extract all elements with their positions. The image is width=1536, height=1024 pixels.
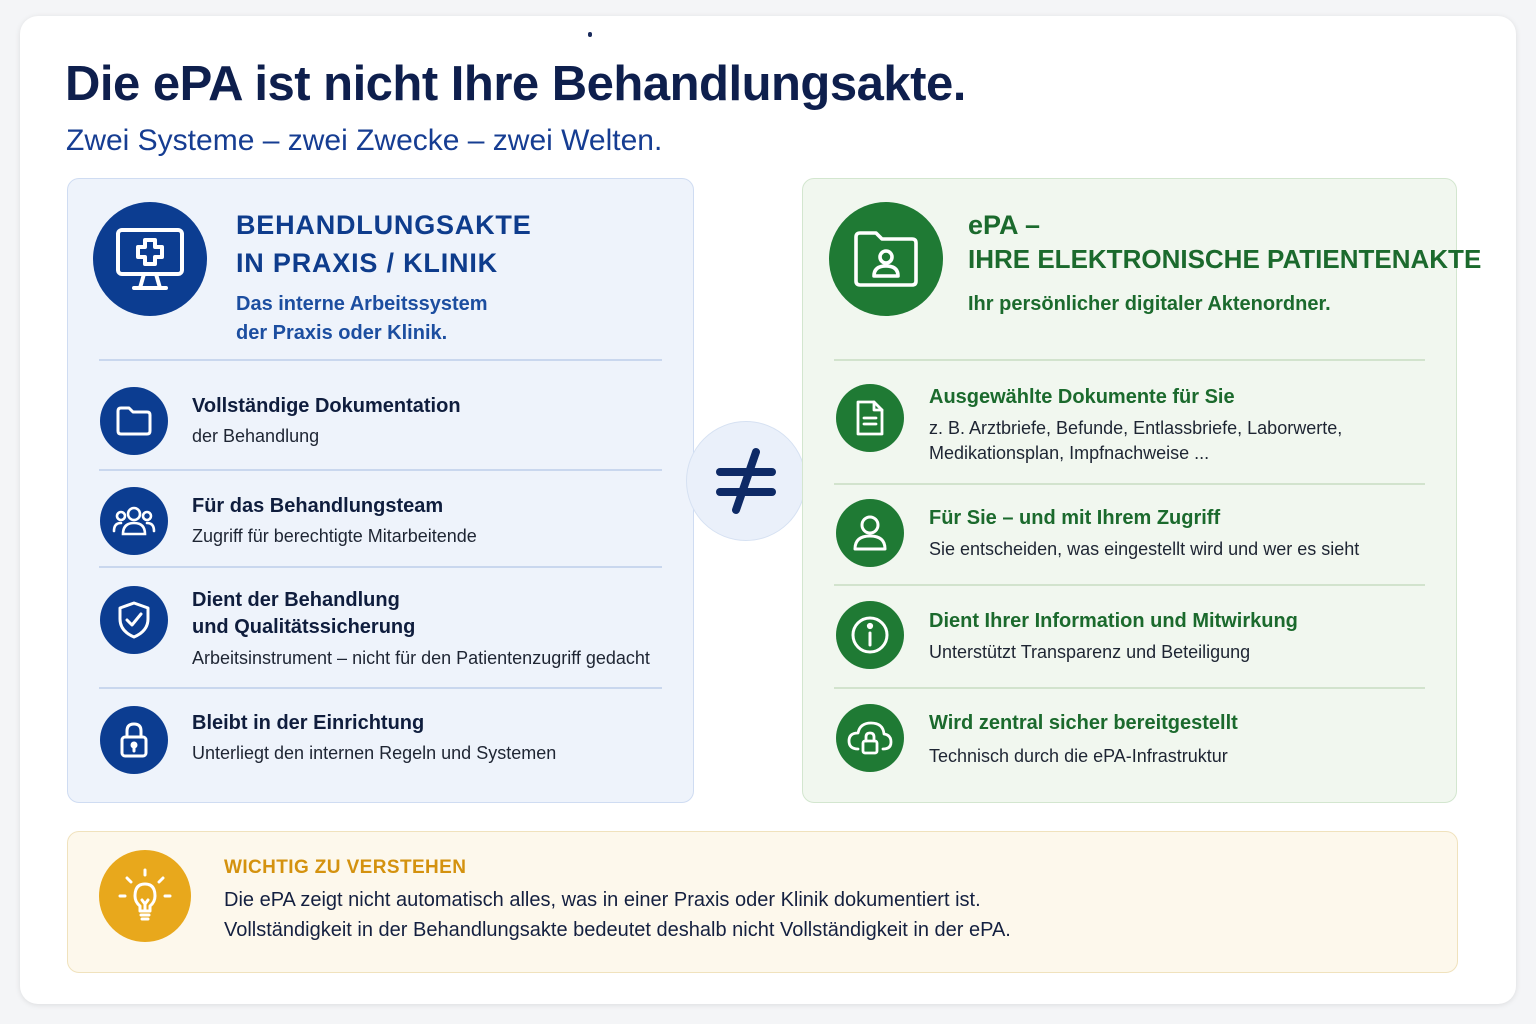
left-item-1-title: Vollständige Dokumentation xyxy=(192,395,461,417)
divider xyxy=(834,584,1425,586)
right-item-2-text: Sie entscheiden, was eingestellt wird und wer es sieht xyxy=(929,539,1360,559)
divider xyxy=(99,469,662,471)
left-panel-title: BEHANDLUNGSAKTE IN PRAXIS / KLINIK xyxy=(236,210,532,278)
document-icon xyxy=(836,384,904,452)
right-item-4-text: Technisch durch die ePA-Infrastruktur xyxy=(929,746,1228,766)
right-item-1-title: Ausgewählte Dokumente für Sie xyxy=(929,386,1235,408)
decorative-dot xyxy=(588,32,592,37)
team-icon xyxy=(100,487,168,555)
shield-check-icon xyxy=(100,586,168,654)
page-title: Die ePA ist nicht Ihre Behandlungsakte. xyxy=(65,57,966,111)
divider xyxy=(834,359,1425,361)
page-subtitle: Zwei Systeme – zwei Zwecke – zwei Welten. xyxy=(66,124,663,157)
divider xyxy=(99,566,662,568)
not-equal-badge xyxy=(686,421,806,541)
folder-icon xyxy=(100,387,168,455)
lightbulb-icon xyxy=(99,850,191,942)
left-item-4-text: Unterliegt den internen Regeln und Systemen xyxy=(192,743,557,763)
cloud-lock-icon xyxy=(836,704,904,772)
right-item-3-text: Unterstützt Transparenz und Beteiligung xyxy=(929,642,1251,662)
note-title: WICHTIG ZU VERSTEHEN xyxy=(224,857,467,878)
note-line-2: Vollständigkeit in der Behandlungsakte bedeutet deshalb nicht Vollständigkeit in der ePA. xyxy=(224,919,1011,941)
monitor-medical-cross-icon xyxy=(93,202,207,316)
right-panel-title-1: ePA – xyxy=(968,210,1041,240)
right-item-2-title: Für Sie – und mit Ihrem Zugriff xyxy=(929,507,1221,529)
left-panel-subtitle: Das interne Arbeitssystem der Praxis oder Klinik. xyxy=(236,293,488,344)
right-item-3-title: Dient Ihrer Information und Mitwirkung xyxy=(929,610,1298,632)
note-line-1: Die ePA zeigt nicht automatisch alles, was in einer Praxis oder Klinik dokumentiert ist. xyxy=(224,889,981,911)
left-item-1-text: der Behandlung xyxy=(192,426,320,446)
left-item-3-title: Dient der Behandlung und Qualitätssicherung xyxy=(192,589,416,638)
folder-person-icon xyxy=(829,202,943,316)
divider xyxy=(834,687,1425,689)
person-icon xyxy=(836,499,904,567)
right-panel-subtitle: Ihr persönlicher digitaler Aktenordner. xyxy=(968,293,1331,315)
left-item-4-title: Bleibt in der Einrichtung xyxy=(192,712,425,734)
divider xyxy=(99,687,662,689)
right-item-4-title: Wird zentral sicher bereitgestellt xyxy=(929,712,1238,734)
left-item-3-text: Arbeitsinstrument – nicht für den Patientenzugriff gedacht xyxy=(192,648,650,668)
divider xyxy=(834,483,1425,485)
right-panel-title-2: IHRE ELEKTRONISCHE PATIENTENAKTE xyxy=(968,244,1482,274)
left-item-2-text: Zugriff für berechtigte Mitarbeitende xyxy=(192,526,477,546)
info-icon xyxy=(836,601,904,669)
lock-icon xyxy=(100,706,168,774)
divider xyxy=(99,359,662,361)
right-item-1-text: z. B. Arztbriefe, Befunde, Entlassbriefe, Laborwerte, Medikationsplan, Impfnachweise ... xyxy=(929,418,1343,463)
not-equal-icon xyxy=(714,446,778,516)
left-item-2-title: Für das Behandlungsteam xyxy=(192,495,444,517)
